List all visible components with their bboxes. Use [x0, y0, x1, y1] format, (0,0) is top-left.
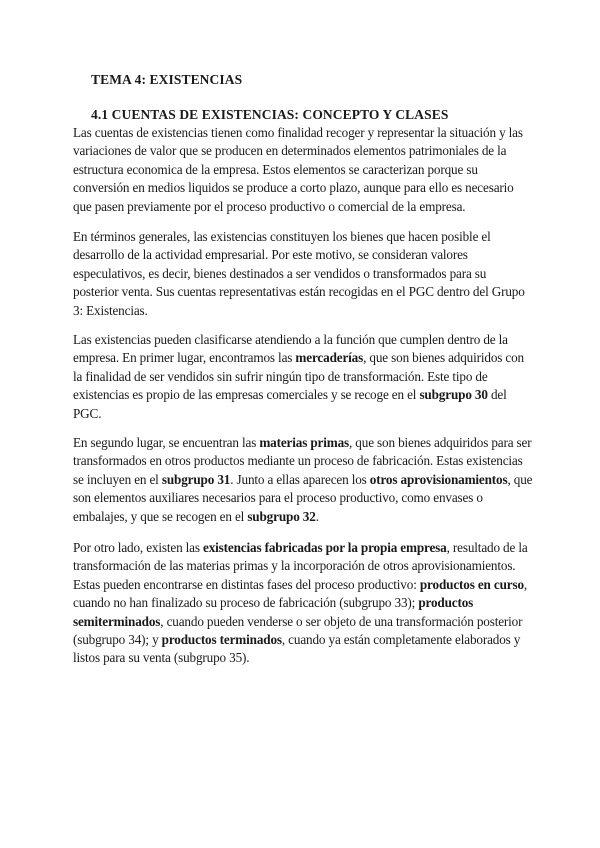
paragraph-mercaderias: [73, 331, 533, 423]
bold-term-subgrupo-30: subgrupo 30: [419, 387, 488, 403]
chapter-title: TEMA 4: EXISTENCIAS: [91, 72, 243, 87]
bold-term-otros-aprovisionamientos: otros aprovisionamientos: [369, 471, 508, 487]
paragraph-text: , cuando ya están completamente elaborados y listos para su venta (subgrupo 35).: [73, 632, 521, 666]
bold-term-productos-terminados: productos terminados: [161, 632, 282, 648]
section-title: 4.1 CUENTAS DE EXISTENCIAS: CONCEPTO Y CLASES: [91, 107, 449, 122]
paragraph-text: , que son bienes adquiridos con la finalidad de ser vendidos sin sufrir ningún tipo de transformación. Este tipo de existencias es propio de las empresas comerciales y se recoge en el: [73, 350, 525, 403]
paragraph-text: En términos generales, las existencias constituyen los bienes que hacen posible el desarrollo de la actividad empresarial. Por este motivo, se consideran valores especulativos, es decir, bienes destinados a ser vendidos o transformados para su posterior venta. Sus cuentas representativas están recogidas en el PGC dentro del Grupo 3: Existencias.: [73, 229, 525, 318]
paragraph-text: , que son elementos auxiliares necesarios para el proceso productivo, como envases o embalajes, y que se recogen en el: [73, 471, 533, 524]
paragraph-general-terms: [73, 228, 533, 320]
paragraph-text: , resultado de la transformación de las materias primas y la incorporación de otros aprovisionamientos. Estas pueden encontrarse en distintas fases del proceso productivo:: [73, 540, 528, 592]
bold-term-productos-en-curso: productos en curso: [419, 576, 524, 592]
bold-term-subgrupo-32: subgrupo 32: [247, 508, 316, 524]
paragraph-materias-primas: [73, 434, 533, 526]
paragraph-text: del PGC.: [73, 387, 507, 421]
bold-term-mercaderias: mercaderías: [295, 350, 364, 366]
paragraph-text: , cuando pueden venderse o ser objeto de una transformación posterior (subgrupo 34); y: [73, 613, 523, 648]
paragraph-existencias-fabricadas: [73, 539, 533, 668]
paragraph-text: Por otro lado, existen las: [73, 540, 204, 555]
bold-term-subgrupo-31: subgrupo 31: [161, 471, 231, 487]
paragraph-definition: [73, 124, 533, 216]
paragraph-text: Las existencias pueden clasificarse atendiendo a la función que cumplen dentro de la empresa. En primer lugar, encontramos las: [73, 332, 508, 366]
paragraph-text: En segundo lugar, se encuentran las: [73, 435, 260, 450]
bold-term-existencias-fabricadas: existencias fabricadas por la propia empresa: [203, 540, 447, 555]
paragraph-text: Las cuentas de existencias tienen como finalidad recoger y representar la situación y las variaciones de valor que se producen en determinados elementos patrimoniales de la estructura economica de la empresa. Estos elementos se caracterizan porque su conversión en medios liquidos se produce a corto plazo, aunque para ello es necesario que pasen previamente por el proceso productivo o comercial de la empresa.: [73, 125, 523, 214]
paragraph-text: , cuando no han finalizado su proceso de fabricación (subgrupo 33);: [73, 576, 528, 611]
paragraph-text: .: [315, 508, 319, 524]
paragraph-text: . Junto a ellas aparecen los: [230, 471, 370, 487]
bold-term-productos-semiterminados: productos semiterminados: [73, 595, 474, 629]
paragraph-text: , que son bienes adquiridos para ser transformados en otros productos mediante un proceso de fabricación. Estas existencias se incluyen en el: [73, 435, 532, 487]
bold-term-materias-primas: materias primas: [259, 435, 350, 450]
